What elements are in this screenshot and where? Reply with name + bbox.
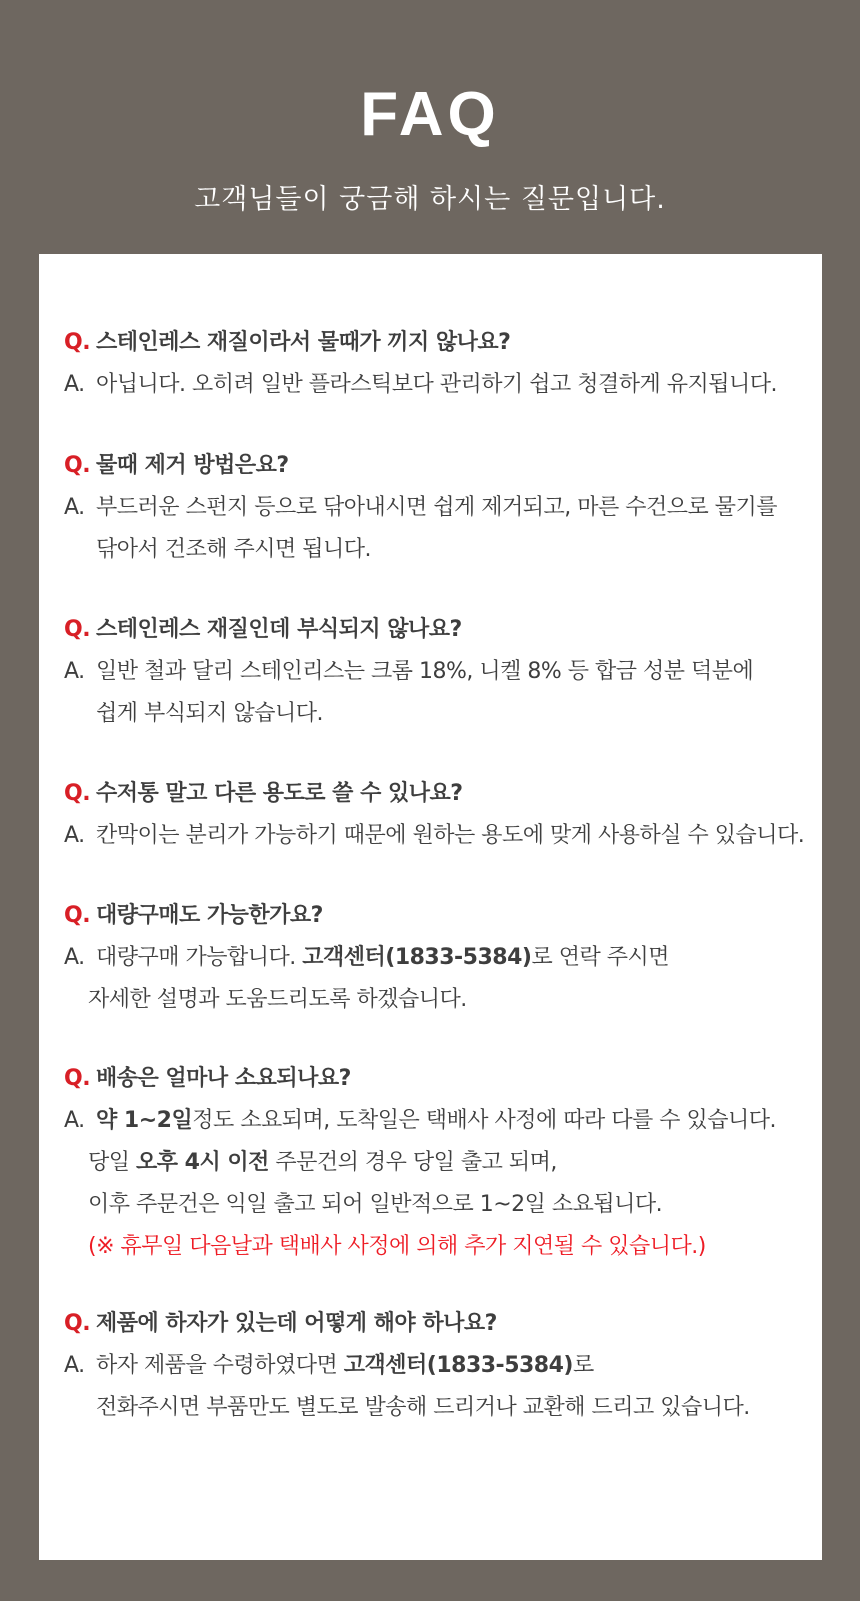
faq-answer-continued: 자세한 설명과 도움드리도록 하겠습니다.: [88, 987, 467, 1012]
delay-notice: (※ 휴무일 다음날과 택배사 사정에 의해 추가 지연될 수 있습니다.): [88, 1234, 706, 1259]
faq-answer: [64, 815, 834, 857]
answer-marker: A.: [64, 1108, 85, 1133]
faq-item-1: [64, 322, 834, 406]
faq-question: [64, 609, 834, 651]
faq-item-5: [64, 895, 834, 1021]
page-subtitle: 고객님들이 궁금해 하시는 질문입니다.: [194, 184, 666, 215]
faq-question: [64, 773, 834, 815]
question-marker: Q.: [64, 617, 91, 642]
answer-marker: A.: [64, 1353, 85, 1378]
answer-marker: A.: [64, 372, 85, 397]
faq-answer-continued: 전화주시면 부품만도 별도로 발송해 드리거나 교환해 드리고 있습니다.: [96, 1395, 750, 1420]
question-text: 물때 제거 방법은요?: [96, 453, 289, 478]
question-marker: Q.: [64, 903, 91, 928]
answer-marker: A.: [64, 823, 85, 848]
faq-question: [64, 1303, 834, 1345]
question-marker: Q.: [64, 1066, 91, 1091]
question-marker: Q.: [64, 453, 91, 478]
faq-answer: [64, 1345, 834, 1387]
customer-center-phone: 고객센터(1833-5384): [302, 945, 532, 970]
faq-answer: [64, 937, 834, 979]
faq-answer-continued: 이후 주문건은 익일 출고 되어 일반적으로 1~2일 소요됩니다.: [88, 1192, 663, 1217]
faq-question: [64, 1058, 834, 1100]
answer-text: 칸막이는 분리가 가능하기 때문에 원하는 용도에 맞게 사용하실 수 있습니다.: [96, 823, 805, 848]
question-text: 스테인레스 재질인데 부식되지 않나요?: [96, 617, 462, 642]
question-marker: Q.: [64, 781, 91, 806]
faq-question: [64, 445, 834, 487]
faq-item-4: [64, 773, 834, 857]
faq-answer: [64, 1100, 834, 1142]
faq-item-6: [64, 1058, 834, 1268]
faq-answer-continued: 쉽게 부식되지 않습니다.: [96, 701, 324, 726]
answer-text: 정도 소요되며, 도착일은 택배사 사정에 따라 다를 수 있습니다.: [192, 1108, 776, 1133]
answer-text: 부드러운 스펀지 등으로 닦아내시면 쉽게 제거되고, 마른 수건으로 물기를: [96, 495, 778, 520]
answer-text: 대량구매 가능합니다.: [96, 945, 303, 970]
faq-answer-continued: 닦아서 건조해 주시면 됩니다.: [96, 537, 371, 562]
answer-text: 당일: [88, 1150, 136, 1175]
faq-item-3: [64, 609, 834, 735]
question-marker: Q.: [64, 330, 91, 355]
faq-answer: [64, 487, 834, 529]
answer-text: 로: [572, 1353, 594, 1378]
faq-answer: [64, 364, 834, 406]
delivery-time-highlight: 약 1~2일: [96, 1108, 193, 1133]
question-marker: Q.: [64, 1311, 91, 1336]
page-title: FAQ: [360, 80, 500, 149]
faq-item-2: [64, 445, 834, 571]
question-text: 배송은 얼마나 소요되나요?: [96, 1066, 351, 1091]
cutoff-time-highlight: 오후 4시 이전: [136, 1150, 269, 1175]
customer-center-phone: 고객센터(1833-5384): [343, 1353, 573, 1378]
answer-marker: A.: [64, 495, 85, 520]
question-text: 제품에 하자가 있는데 어떻게 해야 하나요?: [96, 1311, 497, 1336]
faq-question: [64, 322, 834, 364]
faq-item-7: [64, 1303, 834, 1429]
question-text: 수저통 말고 다른 용도로 쓸 수 있나요?: [96, 781, 463, 806]
answer-marker: A.: [64, 659, 85, 684]
question-text: 스테인레스 재질이라서 물때가 끼지 않나요?: [96, 330, 511, 355]
answer-marker: A.: [64, 945, 85, 970]
answer-text: 주문건의 경우 당일 출고 되며,: [268, 1150, 557, 1175]
question-text: 대량구매도 가능한가요?: [96, 903, 323, 928]
answer-text: 하자 제품을 수령하였다면: [96, 1353, 344, 1378]
answer-text: 일반 철과 달리 스테인리스는 크롬 18%, 니켈 8% 등 합금 성분 덕분에: [96, 659, 754, 684]
answer-text: 아닙니다. 오히려 일반 플라스틱보다 관리하기 쉽고 청결하게 유지됩니다.: [96, 372, 778, 397]
faq-header: [0, 0, 860, 254]
faq-question: [64, 895, 834, 937]
faq-answer-continued: [64, 1142, 834, 1184]
answer-text: 로 연락 주시면: [531, 945, 669, 970]
faq-answer: [64, 651, 834, 693]
